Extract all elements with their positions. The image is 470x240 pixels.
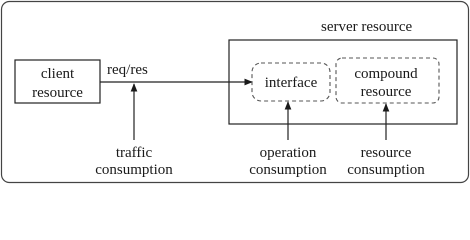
traffic-consumption-label-line1: traffic	[115, 145, 153, 161]
compound-resource-label-line2: resource	[360, 84, 412, 100]
operation-consumption-label-line2: consumption	[249, 162, 327, 178]
client-resource-label-line1: client	[40, 66, 75, 82]
server-resource-title: server resource	[321, 19, 413, 35]
resource-consumption-label-line2: consumption	[347, 162, 425, 178]
compound-resource-label-line1: compound	[354, 66, 418, 82]
traffic-consumption-label-line2: consumption	[95, 162, 173, 178]
resource-consumption-label-line1: resource	[360, 145, 412, 161]
req-res-label: req/res	[107, 62, 148, 78]
client-resource-label-line2: resource	[32, 85, 83, 101]
interface-label: interface	[264, 75, 318, 91]
server-resource-box	[229, 40, 457, 124]
operation-consumption-label-line1: operation	[259, 145, 317, 161]
